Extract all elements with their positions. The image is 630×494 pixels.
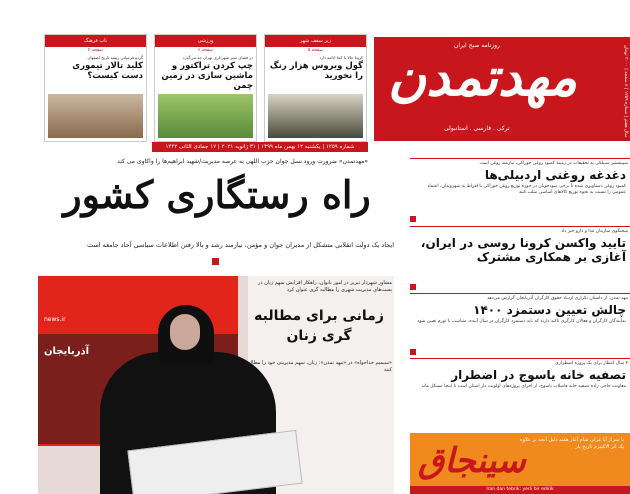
promo-bar: ورزشی — [155, 35, 256, 47]
promo-kicker: گردو فرعیاتی ریشه تاریخ اصفهان — [87, 55, 143, 60]
photo-quote-sub: «سیمیم خداخواه» در «مهد تمدن»: زنان، سهم مدیریتی خود را مطالبه کنند — [246, 360, 392, 373]
masthead-issue-info: سال هفتم | شماره ۱۲۵۹ | ۸ صفحه | ۳۰۰۰ تومان — [623, 45, 628, 138]
promo-image — [158, 94, 253, 138]
photo-banner-text: آذربایجان — [44, 346, 90, 357]
page-marker-icon — [212, 258, 219, 265]
promo-page: صفحه ۵ — [307, 48, 324, 53]
promo-page: صفحه ۲ — [87, 48, 104, 53]
photo-quote-title[interactable]: زمانی برای مطالبه گری زنان — [254, 308, 384, 344]
ad-footer: Iran dan tebrik: yerli bir edirik — [410, 486, 630, 494]
story-marker-icon — [410, 349, 416, 355]
promo-image — [268, 94, 363, 138]
main-headline[interactable]: راه رستگاری کشور — [63, 172, 371, 217]
story-kicker: مهد تمدن: از داستان تکراری ازدیاد حقوق کارگران آذربایجان گزارش می‌دهد — [487, 296, 628, 301]
story-kicker: ۴ سال انتظار برای یک پروژه اضطراری — [555, 361, 628, 366]
story-body: کمبود روغن دستاویزی شده تا برخی سودجویان در حوزه توزیع روغن خوراکی با افراط به شهروندان، اعتماد عمومی را نسبت به نحوه توزیع کالاهای اساسی سلب کنند — [427, 184, 626, 195]
story-title[interactable]: تایید واکسن کرونا روسی در ایران، آغازی بر همکاری مشترک — [420, 236, 626, 264]
promo-box-culture[interactable] — [44, 34, 147, 142]
promo-box-sports[interactable] — [154, 34, 257, 142]
promo-bar: تاب فرهنگ — [45, 35, 146, 47]
story-title[interactable]: چالش تعیین دستمزد ۱۴۰۰ — [473, 303, 626, 317]
main-kicker: «مهدتمدن» ضرورت ورود نسل جوان حزب اللهی به عرصه مدیریت/شهید ابراهیم‌ها را واکاوی می کند — [117, 158, 368, 165]
date-bar: شماره ۱۲۵۹ | یکشنبه ۱۲ بهمن ماه ۱۳۹۹ | ۳۱ ژانویه ۲۰۲۱ | ۱۷ جمادی الثانی ۱۴۴۲ — [152, 142, 368, 152]
promo-title[interactable]: کلید تالار تیموری دست کیست؟ — [72, 61, 143, 81]
promo-title[interactable]: چپ کردن تراکتور و ماشین سازی در زمین چمن — [161, 61, 253, 91]
story-marker-icon — [410, 284, 416, 290]
ad-logo: سینجاق — [418, 441, 526, 481]
story-title[interactable]: دغدغه روغنی اردبیلی‌ها — [484, 168, 626, 182]
right-story-1[interactable] — [410, 158, 630, 222]
story-kicker: سخنگوی سازمان غذا و دارو خبر داد — [561, 229, 628, 234]
promo-kicker: کرونا حالا تا کجا ادامه دارد — [319, 55, 363, 60]
newspaper-logo: مهدتمدن — [388, 47, 578, 108]
masthead-tagline: روزنامه صبح ایران — [454, 42, 500, 49]
story-body: نمایندگان کارگران و فعالان کارگری تاکید دارند که باید دستمزد کارگران در سال آینده، متناسب با تورم تعیین شود — [417, 319, 626, 324]
photo-figure-face — [170, 314, 200, 350]
main-deck: ایجاد یک دولت انقلابی متشکل از مدیران جوان و مؤمن، نیازمند رشد و بالا رفتن اطلاعات سیاسی آحاد جامعه است — [86, 241, 394, 249]
promo-box-city[interactable] — [264, 34, 367, 142]
ad-text: با تیتراژ آیا غزلی شام آغاز هفته دلیل آنچه بر علاوه یک اثر الاکینزم تاریخ بار — [519, 437, 624, 450]
photo-banner-site: news.ir — [44, 316, 66, 323]
story-title[interactable]: تصفیه خانه یاسوج در اضطرار — [451, 368, 626, 382]
story-kicker: سپینستیر سبیلکی به تحقیقات در زمینه کمبود روغن خوراکی، نیازمند روغن است — [479, 161, 628, 166]
ad-banner[interactable] — [410, 433, 630, 494]
story-body: معاونت حاجی زاده تصفیه خانه فاضلاب یاسوج، از اجرای پروژه‌های اولویت دار استان است تا اینجا مشکل ماند — [421, 384, 626, 389]
promo-bar: زیر سقف شهر — [265, 35, 366, 47]
promo-page: صفحه ۶ — [197, 48, 214, 53]
right-story-2[interactable] — [410, 226, 630, 290]
promo-image — [48, 94, 143, 138]
story-marker-icon — [410, 216, 416, 222]
masthead — [374, 37, 630, 141]
masthead-languages: ترکی . فارسی . استانبولی — [444, 125, 510, 132]
right-story-3[interactable] — [410, 293, 630, 353]
photo-caption: مشاور شهردار تبریز در امور بانوان، راهکار افزایش سهم زنان در پست‌های مدیریت شهری را مطالبه گری عنوان کرد — [257, 280, 392, 293]
promo-title[interactable]: گول ویروس هزار رنگ را نخورید — [269, 61, 363, 81]
right-story-4[interactable] — [410, 358, 630, 428]
promo-kicker: در فضای سبز شهرداری تهران چه می‌گذرد — [182, 55, 253, 60]
